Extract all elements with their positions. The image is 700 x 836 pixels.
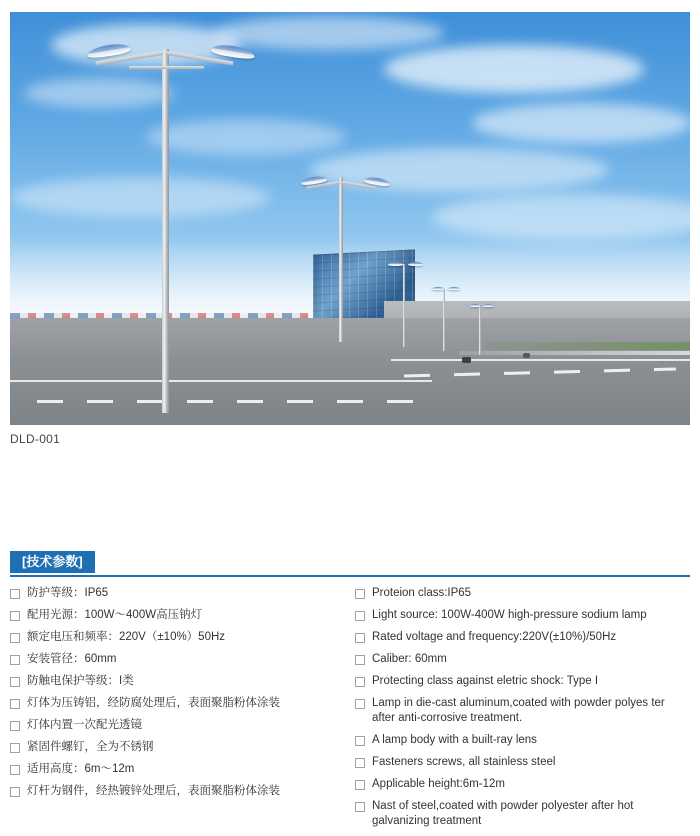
guardrail (459, 351, 690, 355)
spec-columns (10, 586, 690, 836)
checkbox-icon (10, 677, 20, 687)
cloud-shape (384, 45, 644, 93)
spec-item (355, 799, 690, 829)
checkbox-icon (10, 765, 20, 775)
spec-item (10, 630, 345, 645)
spec-item-label: Nast of steel,coated with powder polyester after hot galvanizing treatment (372, 800, 634, 827)
checkbox-icon (10, 611, 20, 621)
photo-sky (10, 12, 690, 425)
lane-marking (37, 400, 418, 403)
spec-item-label: Rated voltage and frequency:220V(±10%)/50Hz (372, 631, 617, 643)
lamp-head-distant (432, 287, 444, 290)
checkbox-icon (10, 589, 20, 599)
spec-item (10, 586, 345, 601)
checkbox-icon (355, 802, 365, 812)
spec-item (10, 718, 345, 733)
spec-item (10, 674, 345, 689)
spec-item (355, 630, 690, 645)
checkbox-icon (355, 611, 365, 621)
spec-column-chinese (10, 586, 345, 836)
vehicle (462, 357, 471, 363)
spec-item (10, 740, 345, 755)
spec-item (355, 586, 690, 601)
spec-item-label: 适用高度：6m～12m (27, 763, 135, 775)
spec-item-label: 额定电压和频率：220V（±10%）50Hz (27, 631, 226, 643)
lamp-pole-distant (479, 305, 481, 355)
spec-item (10, 696, 345, 711)
checkbox-icon (355, 655, 365, 665)
spec-item-label: Light source: 100W-400W high-pressure sodium lamp (372, 609, 647, 621)
checkbox-icon (355, 589, 365, 599)
cloud-shape (146, 119, 346, 155)
checkbox-icon (10, 743, 20, 753)
spec-item-label: Lamp in die-cast aluminum,coated with powder polyes ter after anti-corrosive treatment. (372, 697, 665, 724)
spec-item-label: Caliber: 60mm (372, 653, 447, 665)
checkbox-icon (10, 721, 20, 731)
photo-caption: DLD-001 (10, 432, 61, 446)
checkbox-icon (10, 787, 20, 797)
checkbox-icon (355, 758, 365, 768)
checkbox-icon (355, 633, 365, 643)
spec-item-label: 安装管径：60mm (27, 653, 117, 665)
spec-item-label: 防护等级：IP65 (27, 587, 109, 599)
lamp-head-distant (470, 304, 480, 307)
cloud-shape (24, 78, 174, 108)
spec-item-label: 灯体内置一次配光透镜 (27, 719, 142, 731)
lamp-pole-distant (443, 289, 445, 351)
spec-heading-label: [技术参数] (10, 551, 95, 573)
spec-item-label: 紧固件螺钉，全为不锈钢 (27, 741, 154, 753)
spec-item-label: 配用光源：100W～400W高压钠灯 (27, 609, 203, 621)
checkbox-icon (10, 633, 20, 643)
checkbox-icon (10, 699, 20, 709)
spec-item (355, 733, 690, 748)
checkbox-icon (355, 677, 365, 687)
spec-item (355, 696, 690, 726)
spec-item-label: 灯杆为钢件，经热镀锌处理后，表面聚脂粉体涂装 (27, 785, 280, 797)
spec-item-label: A lamp body with a built-ray lens (372, 734, 537, 746)
spec-item (355, 755, 690, 770)
road-median (486, 342, 690, 350)
spec-item (10, 652, 345, 667)
cloud-shape (10, 177, 270, 217)
vehicle (523, 353, 530, 358)
spec-item-label: Fasteners screws, all stainless steel (372, 756, 556, 768)
spec-column-english (355, 586, 690, 836)
lamp-pole-distant (403, 264, 405, 347)
lane-marking (10, 380, 432, 382)
lamp-head-distant (408, 262, 423, 266)
checkbox-icon (10, 655, 20, 665)
checkbox-icon (355, 699, 365, 709)
lamp-pole-main (162, 49, 169, 412)
spec-item (355, 674, 690, 689)
product-photo (10, 12, 690, 425)
spec-item (355, 608, 690, 623)
checkbox-icon (355, 736, 365, 746)
cloud-shape (472, 103, 690, 143)
cloud-shape (214, 16, 444, 50)
lamp-pole-second (339, 177, 343, 342)
spec-item (355, 652, 690, 667)
spec-item-label: 防触电保护等级：I类 (27, 675, 134, 687)
spec-item-label: Applicable height:6m-12m (372, 778, 505, 790)
lane-marking (391, 359, 690, 361)
spec-item-label: Protecting class against eletric shock: Type I (372, 675, 599, 687)
spec-item-label: 灯体为压铸铝，经防腐处理后，表面聚脂粉体涂装 (27, 697, 280, 709)
cloud-shape (432, 194, 690, 240)
lamp-head-distant (483, 304, 493, 307)
spec-item (10, 784, 345, 799)
spec-item (10, 608, 345, 623)
lamp-head-distant (388, 262, 403, 266)
spec-item-label: Proteion class:IP65 (372, 587, 472, 599)
lamp-head-distant (448, 287, 460, 290)
checkbox-icon (355, 780, 365, 790)
lamp-cross-brace (129, 66, 204, 69)
spec-section-header (10, 551, 690, 577)
spec-item (355, 777, 690, 792)
spec-item (10, 762, 345, 777)
